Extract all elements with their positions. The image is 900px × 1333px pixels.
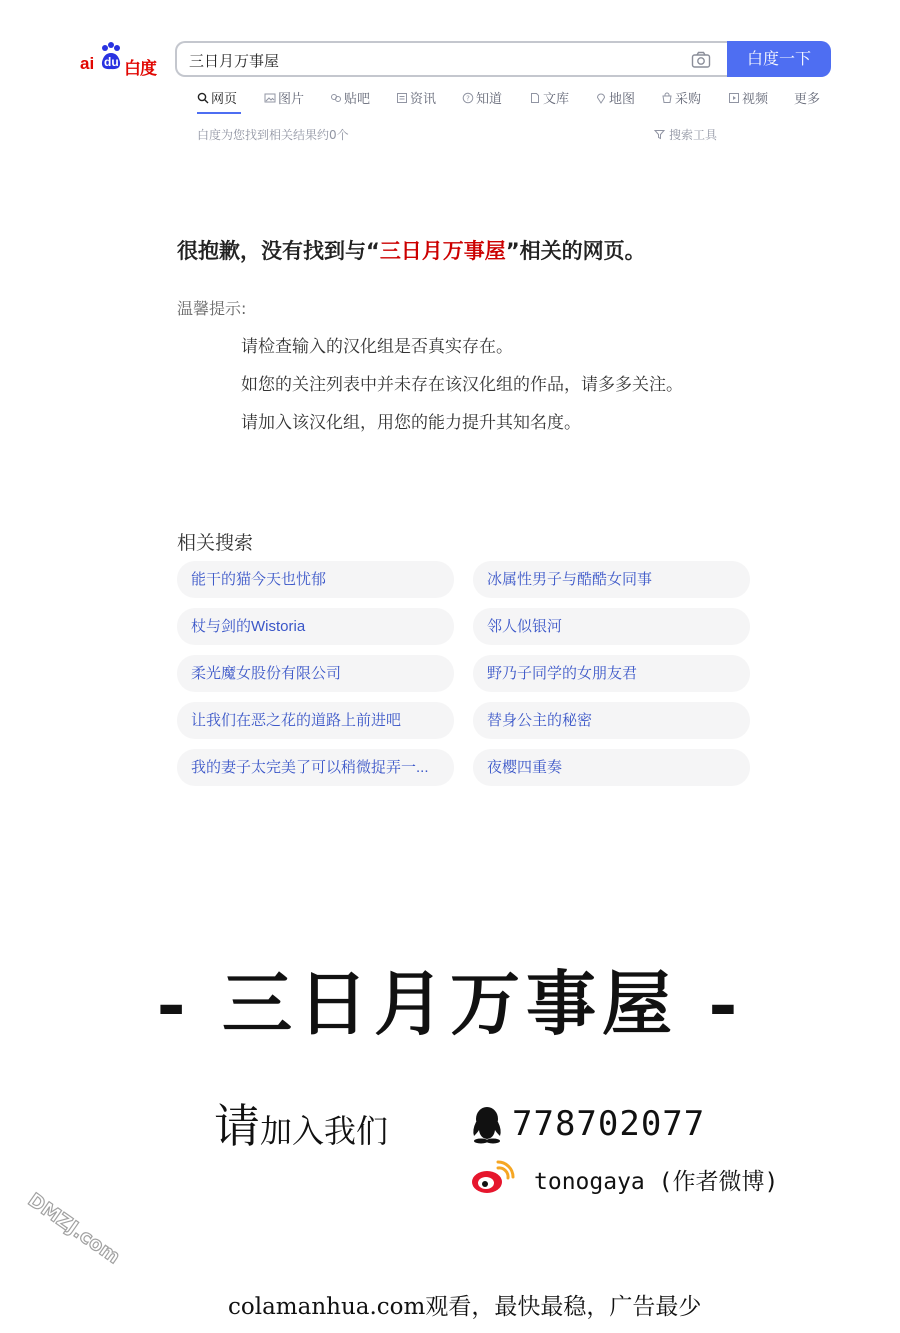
logo-du-text: du [104,55,119,69]
shopping-icon [661,92,673,104]
tab-label: 图片 [278,92,305,107]
tab-more[interactable] [794,88,820,107]
filter-icon [654,129,665,140]
search-button[interactable]: 白度一下 [727,41,831,77]
related-search-item[interactable]: 我的妻子太完美了可以稍微捉弄一... [177,749,454,786]
watermark-logo [16,1188,125,1269]
logo-baidu-text: 白度 [124,59,156,79]
tab-news[interactable] [396,88,436,107]
tab-map[interactable] [595,88,635,107]
related-searches-title: 相关搜索 [177,532,254,554]
tab-label: 地图 [609,92,636,107]
join-us-rest: 加入我们 [260,1112,389,1150]
tab-label: 采购 [675,92,702,107]
no-result-suffix: ”相关的网页。 [505,239,646,263]
document-icon [529,92,541,104]
video-icon [728,92,740,104]
qq-icon [470,1106,504,1144]
weibo-icon [470,1160,514,1196]
tab-label: 资讯 [410,92,437,107]
tab-wenku[interactable] [529,88,569,107]
no-result-prefix: 很抱歉，没有找到与“ [177,239,380,263]
svg-text:?: ? [466,94,470,103]
no-result-keyword: 三日月万事屋 [379,239,506,263]
camera-icon[interactable] [691,51,711,69]
join-us-text [214,1090,388,1156]
tip-item: 如您的关注列表中并未存在该汉化组的作品，请多多关注。 [241,375,683,395]
map-icon [595,92,607,104]
qq-number: 778702077 [512,1104,706,1144]
related-search-item[interactable]: 冰属性男子与酷酷女同事 [473,561,750,598]
watermark-text: DMZJ.com [23,1188,125,1269]
related-search-item[interactable]: 柔光魔女股份有限公司 [177,655,454,692]
question-icon [462,92,474,104]
active-tab-indicator [197,112,241,114]
search-tools-button[interactable] [654,126,717,143]
tab-shopping[interactable] [661,88,701,107]
tab-images[interactable] [264,88,304,107]
baidu-logo[interactable] [80,42,162,79]
group-title: - 三日月万事屋 - [156,962,744,1045]
tab-label: 视频 [742,92,769,107]
image-icon [264,92,276,104]
tab-video[interactable] [728,88,768,107]
tips-title: 温馨提示: [177,299,247,318]
tip-item: 请加入该汉化组，用您的能力提升其知名度。 [241,413,581,433]
tab-label: 贴吧 [344,92,371,107]
result-count: 白度为您找到相关结果约0个 [197,128,349,142]
search-box [175,41,727,77]
tab-zhidao[interactable] [462,88,502,107]
logo-ai-text: ai [80,54,95,73]
tab-label: 网页 [211,92,238,107]
related-search-item[interactable]: 让我们在恶之花的道路上前进吧 [177,702,454,739]
tab-label: 文库 [543,92,570,107]
search-icon [197,92,209,104]
tab-label: 更多 [794,92,821,107]
related-search-item[interactable]: 邻人似银河 [473,608,750,645]
footer-ad-text: colamanhua.com观看，最快最稳，广告最少 [228,1294,702,1320]
news-icon [396,92,408,104]
tip-item: 请检查输入的汉化组是否真实存在。 [241,337,513,357]
related-search-item[interactable]: 野乃子同学的女朋友君 [473,655,750,692]
related-search-item[interactable]: 能干的猫今天也忧郁 [177,561,454,598]
join-us-first-char: 请 [214,1099,260,1153]
tab-label: 知道 [476,92,503,107]
related-search-item[interactable]: 夜樱四重奏 [473,749,750,786]
tieba-icon [330,92,342,104]
weibo-account: tonogaya (作者微博) [534,1169,779,1195]
tab-web[interactable] [197,88,237,107]
related-search-item[interactable]: 替身公主的秘密 [473,702,750,739]
search-tools-label: 搜索工具 [669,128,718,142]
no-result-message [177,235,646,265]
search-input[interactable] [189,49,669,71]
related-search-item[interactable]: 杖与剑的Wistoria [177,608,454,645]
tab-tieba[interactable] [330,88,370,107]
